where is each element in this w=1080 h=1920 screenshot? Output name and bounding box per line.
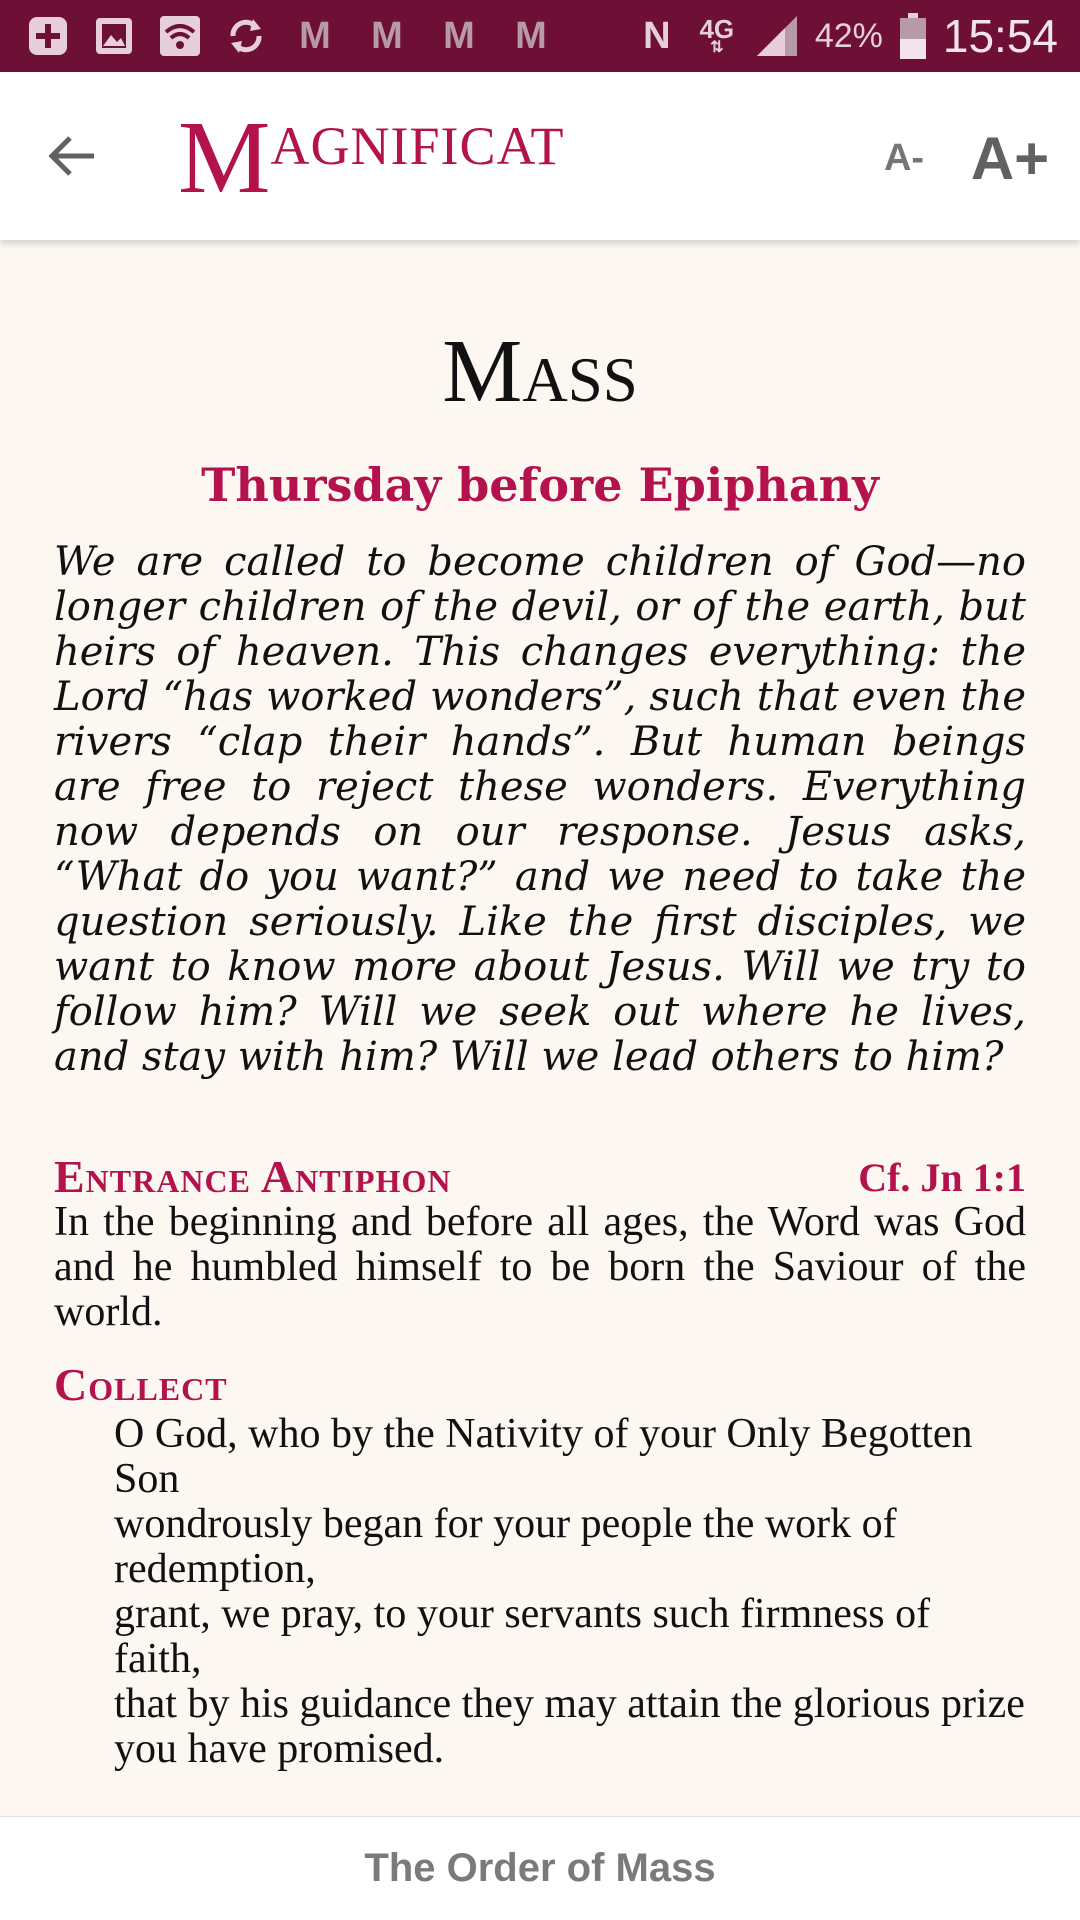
- order-of-mass-button[interactable]: [0, 1816, 1080, 1920]
- nfc-icon: N: [643, 14, 671, 57]
- font-size-increase-button[interactable]: A+: [970, 124, 1050, 192]
- sync-icon: [224, 14, 268, 58]
- entrance-antiphon-text: In the beginning and before all ages, the Word was God and he humbled himself to be born the Saviour of the world.: [54, 1199, 1026, 1335]
- image-icon: [92, 14, 136, 58]
- add-box-icon: [26, 14, 70, 58]
- collect-line: wondrously began for your people the work of redemption,: [114, 1501, 897, 1592]
- status-bar-notifications: [26, 0, 556, 72]
- font-size-decrease-button[interactable]: A-: [883, 136, 925, 179]
- clock: 15:54: [942, 10, 1058, 62]
- signal-strength-icon: [755, 14, 799, 58]
- page-title: Mass: [442, 322, 638, 421]
- collect-heading: Collect: [54, 1359, 228, 1410]
- battery-icon: [899, 14, 927, 58]
- wifi-icon: [158, 14, 202, 58]
- logo-initial: M: [178, 100, 271, 215]
- collect-line: that by his guidance they may attain the glorious prize: [114, 1681, 1025, 1727]
- collect-line: O God, who by the Nativity of your Only Begotten Son: [114, 1411, 973, 1502]
- collect-line: you have promised.: [114, 1726, 445, 1772]
- app-bar: [0, 72, 1080, 240]
- network-type-label: 4G: [699, 14, 735, 44]
- status-bar-system: [635, 0, 1058, 72]
- collect-prayer: [114, 1412, 1026, 1772]
- network-activity-icon: ⇅: [710, 39, 724, 56]
- arrow-back-icon: [46, 130, 98, 182]
- battery-percent: 42%: [814, 16, 883, 55]
- entrance-antiphon-heading: Entrance Antiphon: [54, 1151, 452, 1202]
- magnificat-logo: [178, 100, 565, 216]
- notification-m-icon: M: [299, 14, 331, 57]
- entrance-antiphon-reference: Cf. Jn 1:1: [858, 1155, 1026, 1200]
- notification-m-icon: M: [371, 14, 403, 57]
- logo-text: AGNIFICAT: [270, 116, 565, 176]
- introduction-text: We are called to become children of God—no longer children of the devil, or of the earth, but heirs of heaven. This changes everything: the Lord “has worked wonders”, such that even the rivers “clap their hands”. But human beings are free to reject these wonders. Everything now depends on our response. Jesus asks, “What do you want?” and we need to take the question seriously. Like the first disciples, we want to know more about Jesus. Will we try to follow him? Will we seek out where he lives, and stay with him? Will we lead others to him?: [54, 539, 1026, 1080]
- mass-reading-content[interactable]: [0, 240, 1080, 1816]
- liturgical-day-title: Thursday before Epiphany: [201, 458, 879, 512]
- network-type-indicator: [695, 14, 739, 56]
- order-of-mass-label: The Order of Mass: [364, 1846, 716, 1890]
- status-bar: [0, 0, 1080, 72]
- notification-m-icon: M: [443, 14, 475, 57]
- collect-line: grant, we pray, to your servants such firmness of faith,: [114, 1591, 931, 1682]
- notification-m-icon: M: [515, 14, 547, 57]
- back-button[interactable]: [36, 120, 108, 192]
